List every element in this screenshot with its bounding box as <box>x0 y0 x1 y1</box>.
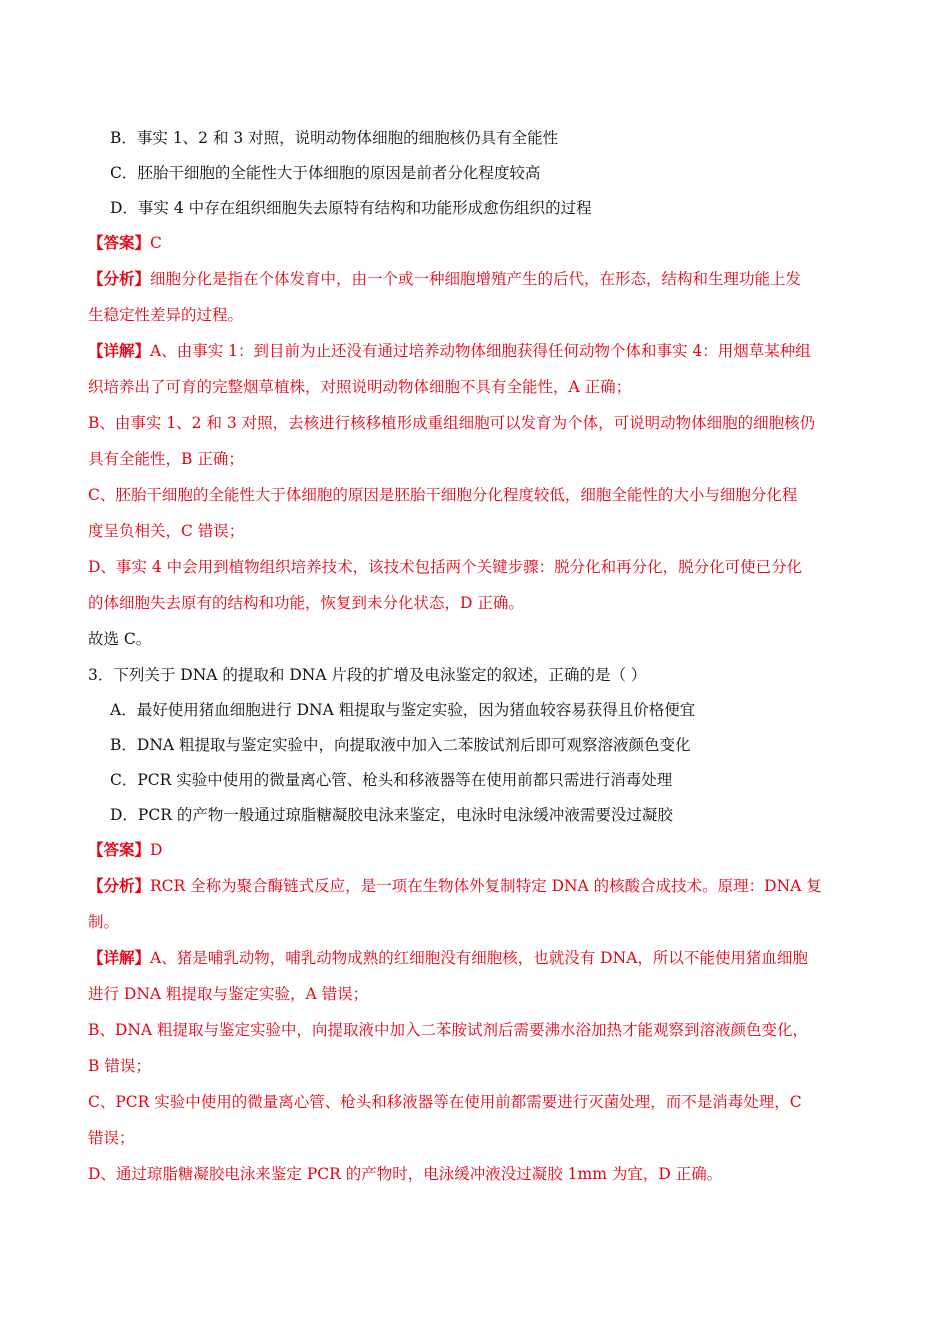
q2-analysis <box>88 269 801 289</box>
answer-value: C <box>150 234 162 252</box>
detail-text: 度呈负相关，C 错误； <box>88 522 245 540</box>
detail-label: 【详解】 <box>88 341 151 360</box>
detail-text: D、通过琼脂糖凝胶电泳来鉴定 PCR 的产物时，电泳缓冲液没过凝胶 1mm 为宜，D 正确。 <box>88 1165 723 1183</box>
detail-text: C、PCR 实验中使用的微量离心管、枪头和移液器等在使用前都需要进行灭菌处理，而不是消毒处理，C <box>88 1093 802 1111</box>
detail-label: 【详解】 <box>88 948 151 967</box>
detail-text: 进行 DNA 粗提取与鉴定实验，A 错误； <box>88 985 369 1003</box>
answer-value: D <box>150 841 163 859</box>
q3-detail <box>88 948 808 968</box>
q3-stem: 3．下列关于 DNA 的提取和 DNA 片段的扩增及电泳鉴定的叙述，正确的是（ ） <box>88 666 647 684</box>
analysis-text: 细胞分化是指在个体发育中，由一个或一种细胞增殖产生的后代，在形态，结构和生理功能上发 <box>150 270 802 288</box>
detail-text: B、DNA 粗提取与鉴定实验中，向提取液中加入二苯胺试剂后需要沸水浴加热才能观察到溶液颜色变化， <box>88 1021 809 1039</box>
analysis-text: 生稳定性差异的过程。 <box>88 306 244 324</box>
q3-option-a: A．最好使用猪血细胞进行 DNA 粗提取与鉴定实验，因为猪血较容易获得且价格便宜 <box>110 701 696 719</box>
answer-label: 【答案】 <box>88 840 151 859</box>
answer-label: 【答案】 <box>88 233 151 252</box>
q3-option-b: B．DNA 粗提取与鉴定实验中，向提取液中加入二苯胺试剂后即可观察溶液颜色变化 <box>110 736 691 754</box>
analysis-label: 【分析】 <box>88 876 151 895</box>
analysis-label: 【分析】 <box>88 269 151 288</box>
detail-text: D、事实 4 中会用到植物组织培养技术，该技术包括两个关键步骤：脱分化和再分化，脱分化可使已分化 <box>88 558 803 576</box>
q2-detail <box>88 341 811 361</box>
q2-answer <box>88 233 162 253</box>
analysis-text: RCR 全称为聚合酶链式反应，是一项在生物体外复制特定 DNA 的核酸合成技术。原理：DNA 复 <box>150 877 822 895</box>
analysis-text: 制。 <box>88 913 120 931</box>
q3-answer <box>88 840 162 860</box>
detail-text: B、由事实 1、2 和 3 对照，去核进行核移植形成重组细胞可以发育为个体，可说明动物体细胞的细胞核仍 <box>88 414 816 432</box>
q2-option-d: D．事实 4 中存在组织细胞失去原特有结构和功能形成愈伤组织的过程 <box>110 199 592 217</box>
detail-text: 错误； <box>88 1129 135 1147</box>
q2-option-c: C．胚胎干细胞的全能性大于体细胞的原因是前者分化程度较高 <box>110 164 541 182</box>
q2-conclusion: 故选 C。 <box>88 630 152 648</box>
detail-text: B 错误； <box>88 1057 151 1075</box>
q3-option-d: D．PCR 的产物一般通过琼脂糖凝胶电泳来鉴定，电泳时电泳缓冲液需要没过凝胶 <box>110 806 673 824</box>
q2-option-b: B．事实 1、2 和 3 对照，说明动物体细胞的细胞核仍具有全能性 <box>110 129 559 147</box>
q3-option-c: C．PCR 实验中使用的微量离心管、枪头和移液器等在使用前都只需进行消毒处理 <box>110 771 673 789</box>
detail-text: 织培养出了可育的完整烟草植株，对照说明动物体细胞不具有全能性，A 正确； <box>88 378 632 396</box>
detail-text: A、猪是哺乳动物，哺乳动物成熟的红细胞没有细胞核，也就没有 DNA，所以不能使用猪血细胞 <box>150 949 808 967</box>
detail-text: 的体细胞失去原有的结构和功能，恢复到未分化状态，D 正确。 <box>88 594 524 612</box>
detail-text: 具有全能性，B 正确； <box>88 450 244 468</box>
detail-text: A、由事实 1：到目前为止还没有通过培养动物体细胞获得任何动物个体和事实 4：用烟草某种组 <box>150 342 811 360</box>
detail-text: C、胚胎干细胞的全能性大于体细胞的原因是胚胎干细胞分化程度较低，细胞全能性的大小与细胞分化程 <box>88 486 798 504</box>
q3-analysis <box>88 876 822 896</box>
